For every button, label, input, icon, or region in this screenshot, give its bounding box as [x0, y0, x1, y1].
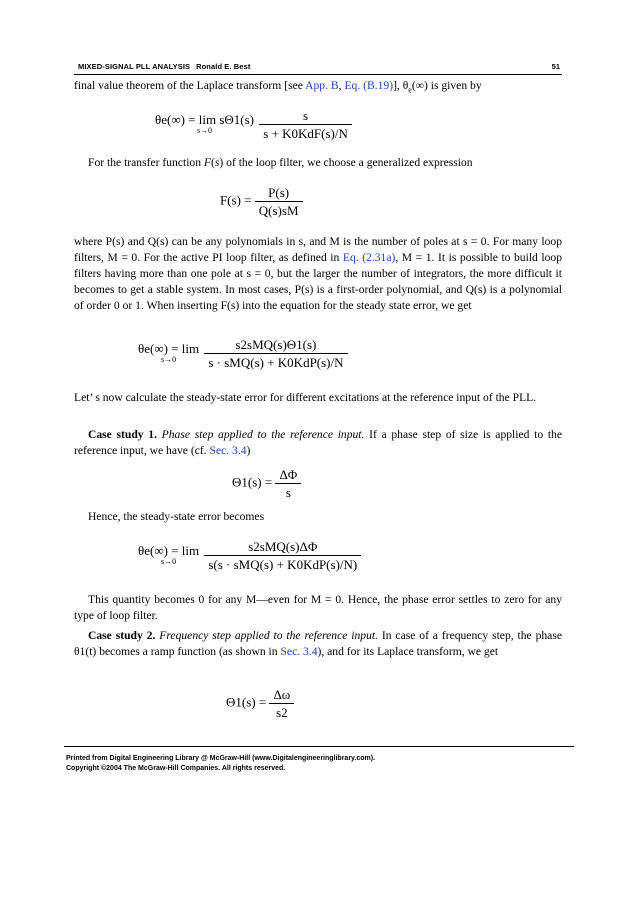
equation-6	[226, 686, 294, 721]
eq4-fraction	[275, 466, 301, 501]
p5-text-a: If a phase step of size is applied to the reference input, we have (cf.	[74, 428, 562, 457]
eq3-fraction	[204, 336, 347, 371]
eq3-lim-sub: s→0	[160, 355, 177, 364]
eq6-lhs: Θ1(s) =	[226, 694, 267, 710]
eq4-numerator: ΔΦ	[275, 466, 301, 484]
p1-text-e: (∞) is given by	[411, 79, 482, 92]
running-header	[78, 62, 250, 71]
eq3-denominator: s · sMQ(s) + K0KdP(s)/N	[208, 355, 344, 370]
link-eq-b19[interactable]: Eq. (B.19)	[344, 79, 394, 92]
eq2-fraction	[255, 184, 303, 219]
eq6-fraction	[269, 686, 294, 721]
p1-text-c: ], θ	[393, 79, 409, 92]
p2-text-c: (	[211, 156, 215, 169]
eq3-lhs: θe(∞) = lim	[138, 341, 200, 356]
case-study-1-title: Case study 1.	[88, 428, 157, 441]
equation-2	[220, 184, 303, 219]
equation-3	[138, 336, 348, 371]
p2-text-e: ) of the loop filter, we choose a generalized expression	[219, 156, 473, 169]
case-study-2-italic: Frequency step applied to the reference input.	[159, 629, 378, 642]
link-eq-2-31a[interactable]: Eq. (2.31a)	[342, 251, 396, 264]
paragraph-excitations: Let’ s now calculate the steady-state error for different excitations at the reference input of the PLL.	[74, 391, 537, 404]
header-author: Ronald E. Best	[196, 62, 251, 71]
p2-italic-s: s	[214, 156, 220, 169]
header-rule	[74, 74, 562, 75]
paragraph-polynomials	[74, 234, 562, 314]
eq2-denominator: Q(s)sM	[258, 203, 299, 218]
link-sec-3-4-b[interactable]: Sec. 3.4	[280, 645, 318, 658]
eq1-numerator: s	[259, 107, 352, 125]
paragraph-case-study-2	[74, 628, 562, 660]
eq1-lhs	[155, 112, 256, 135]
p1-text-a: final value theorem of the Laplace transform [see	[74, 79, 306, 92]
eq1-lim-sub: s→0	[196, 126, 213, 135]
eq5-denominator: s(s · sMQ(s) + K0KdP(s)/N)	[208, 557, 358, 572]
eq3-numerator: s2sMQ(s)Θ1(s)	[204, 336, 347, 354]
eq6-numerator: Δω	[269, 686, 294, 704]
page-number: 51	[551, 62, 560, 71]
case-study-1-italic: Phase step applied to the reference input.	[161, 428, 365, 441]
paragraph-transfer-function	[74, 155, 562, 171]
eq5-numerator: s2sMQ(s)ΔΦ	[204, 538, 361, 556]
eq5-lim-sub: s→0	[160, 557, 177, 566]
p3-text-a: where P(s) and Q(s) can be any polynomials in s, and M is the number of poles at s = 0. For many loop filters, M = 0. For the active PI loop filter, as defined in	[74, 235, 562, 264]
p2-text-a: For the transfer function	[88, 156, 204, 169]
eq5-fraction	[204, 538, 361, 573]
footer-copyright: Copyright ©2004 The McGraw-Hill Companies. All rights reserved.	[66, 765, 286, 772]
case-study-2-title: Case study 2.	[88, 629, 156, 642]
footer-printed-from: Printed from Digital Engineering Library @ McGraw-Hill (www.Digitalengineeringlibrary.com).	[66, 755, 376, 762]
link-app-b[interactable]: App. B	[305, 79, 339, 92]
eq1-lhs-text: θe(∞) = lim sΘ1(s)	[155, 112, 255, 127]
header-title: MIXED-SIGNAL PLL ANALYSIS	[78, 62, 191, 71]
link-sec-3-4[interactable]: Sec. 3.4	[209, 444, 247, 457]
eq4-denominator: s	[285, 485, 291, 500]
p2-italic-f: F	[203, 156, 211, 169]
equation-4	[232, 466, 301, 501]
paragraph-phase-error-zero: This quantity becomes 0 for any M—even for M = 0. Hence, the phase error settles to zero for any type of loop filter.	[74, 593, 562, 622]
p1-text-b: ,	[338, 79, 345, 92]
eq2-lhs: F(s) =	[220, 192, 252, 208]
paragraph-steady-state: Hence, the steady-state error becomes	[88, 510, 265, 523]
eq2-numerator: P(s)	[255, 184, 303, 202]
eq4-lhs: Θ1(s) =	[232, 474, 273, 490]
p1-sub: e	[408, 85, 412, 95]
equation-1	[155, 107, 352, 142]
eq1-fraction	[259, 107, 352, 142]
eq6-denominator: s2	[276, 705, 288, 720]
paragraph-case-study-1	[74, 427, 562, 459]
p3-text-b: , M = 1. It is possible to build loop filters having more than one pole at s = 0, but the larger the number of integrators, the more difficult it becomes to get a stable system. In most cases, P(s) is a first-order polynomial, and Q(s) is a polynomial of order 0 or 1. When inserting F(s) into the equation for the steady state error, we get	[74, 251, 562, 312]
p8-text-a: In case of a frequency step, the phase θ1(t) becomes a ramp function (as shown in	[74, 629, 562, 658]
p5-text-b: )	[246, 444, 251, 457]
equation-5	[138, 538, 361, 573]
footer-rule	[64, 746, 574, 747]
paragraph-final-value	[74, 78, 562, 98]
p8-text-b: ), and for its Laplace transform, we get	[317, 645, 499, 658]
eq5-lhs: θe(∞) = lim	[138, 543, 200, 558]
eq1-denominator: s + K0KdF(s)/N	[263, 126, 348, 141]
